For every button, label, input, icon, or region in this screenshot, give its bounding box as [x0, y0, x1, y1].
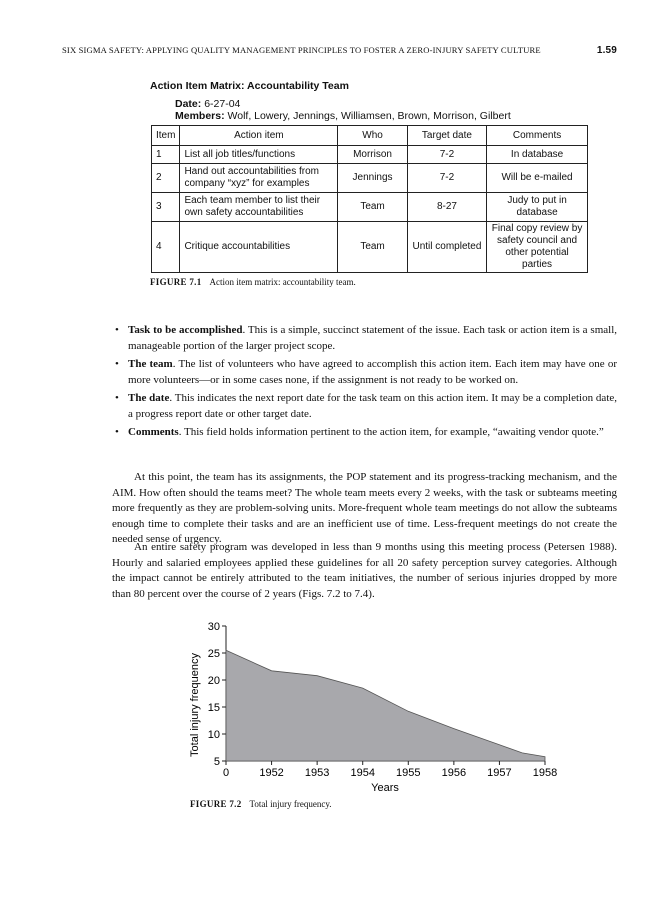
- cell-who: Morrison: [338, 146, 407, 164]
- y-tick-label: 25: [207, 648, 220, 660]
- cell-target: 7-2: [407, 164, 486, 193]
- aim-title: Action Item Matrix: Accountability Team: [150, 80, 349, 92]
- y-axis-label: Total injury frequency: [189, 653, 201, 757]
- aim-date: [175, 98, 240, 110]
- total-injury-frequency-chart: [180, 618, 570, 798]
- table-row: [152, 164, 588, 193]
- y-tick-label: 15: [207, 702, 220, 714]
- figure-7-1-caption: [150, 277, 356, 287]
- bullet-text: . This is a simple, succinct statement of the issue. Each task or action item is a small, manageable portion of the larger project scope.: [128, 324, 617, 352]
- y-tick-label: 30: [207, 621, 220, 633]
- cell-who: Team: [338, 193, 407, 222]
- list-item: [112, 357, 617, 388]
- table-row: [152, 222, 588, 273]
- x-tick-label: 1954: [350, 767, 375, 779]
- bullet-term: The team: [128, 358, 173, 370]
- figure-7-2-caption: [190, 799, 332, 809]
- header-target-date: Target date: [407, 126, 486, 146]
- cell-comments: Will be e-mailed: [487, 164, 588, 193]
- aim-date-value: 6-27-04: [204, 98, 241, 110]
- running-head: [62, 45, 617, 56]
- y-tick-label: 5: [213, 756, 220, 768]
- cell-target: Until completed: [407, 222, 486, 273]
- bullet-text: . The list of volunteers who have agreed to accomplish this action item. Each item may have one or more volunteers—or in some cases none, if the assignment is not ready to be worked on.: [128, 358, 617, 386]
- body-paragraph-2: An entire safety program was developed in less than 9 months using this meeting process (Petersen 1988). Hourly and salaried employees applied these guidelines for all 20 safety perception survey categories. Although the impact cannot be entirely attributed to the team initiatives, the number of serious injuries dropped by more than 80 percent over the course of 2 years (Figs. 7.2 to 7.4).: [112, 541, 617, 600]
- aim-date-label: Date:: [175, 98, 202, 110]
- cell-item: 3: [152, 193, 180, 222]
- table-header-row: [152, 126, 588, 146]
- header-item: Item: [152, 126, 180, 146]
- cell-who: Team: [338, 222, 407, 273]
- bullet-text: . This indicates the next report date for the task team on this action item. It may be a completion date, a progress report date or other target date.: [128, 392, 618, 420]
- body-paragraph-1: At this point, the team has its assignments, the POP statement and its progress-tracking mechanism, and the AIM. How often should the teams meet? The whole team meets every 2 weeks, with the task or subteams meeting more frequently as they are problem-solving units. More-frequent whole team meetings do not allow the subteams enough time to complete their tasks and are an inefficient use of time. Less-frequent meetings do not create the needed sense of urgency.: [112, 471, 617, 545]
- cell-comments: In database: [487, 146, 588, 164]
- x-axis-label: Years: [371, 782, 399, 794]
- figure-7-2-text: Total injury frequency.: [249, 799, 332, 809]
- cell-target: 8-27: [407, 193, 486, 222]
- x-tick-label: 0: [222, 767, 230, 779]
- table-row: [152, 146, 588, 164]
- x-tick-label: 1958: [532, 767, 558, 779]
- list-item: [112, 323, 617, 354]
- list-item: [112, 425, 617, 441]
- x-tick-label: 1953: [304, 767, 330, 779]
- x-tick-label: 1957: [487, 767, 512, 779]
- figure-7-1-text: Action item matrix: accountability team.: [209, 277, 356, 287]
- cell-item: 1: [152, 146, 180, 164]
- cell-action: Hand out accountabilities from company “xyz” for examples: [180, 164, 338, 193]
- cell-comments: Judy to put in database: [487, 193, 588, 222]
- list-item: [112, 391, 617, 422]
- figure-7-2-label: FIGURE 7.2: [190, 799, 242, 809]
- bullet-term: Task to be accomplished: [128, 324, 243, 336]
- cell-action: Critique accountabilities: [180, 222, 338, 273]
- aim-members: [175, 110, 511, 122]
- header-who: Who: [338, 126, 407, 146]
- figure-7-1-label: FIGURE 7.1: [150, 277, 202, 287]
- x-tick-label: 1952: [259, 767, 284, 779]
- cell-who: Jennings: [338, 164, 407, 193]
- cell-item: 2: [152, 164, 180, 193]
- bullet-text: . This field holds information pertinent to the action item, for example, “awaiting vendor quote.”: [178, 426, 604, 438]
- cell-item: 4: [152, 222, 180, 273]
- bullet-term: Comments: [128, 426, 179, 438]
- cell-action: Each team member to list their own safety accountabilities: [180, 193, 338, 222]
- aim-members-label: Members:: [175, 110, 225, 122]
- cell-target: 7-2: [407, 146, 486, 164]
- header-action-item: Action item: [180, 126, 338, 146]
- cell-comments: Final copy review by safety council and other potential parties: [487, 222, 588, 273]
- y-tick-label: 10: [207, 729, 220, 741]
- table-row: [152, 193, 588, 222]
- x-tick-label: 1956: [441, 767, 467, 779]
- y-tick-label: 20: [207, 675, 220, 687]
- aim-members-value: Wolf, Lowery, Jennings, Williamsen, Brown, Morrison, Gilbert: [227, 110, 511, 122]
- bullet-term: The date: [128, 392, 170, 404]
- x-tick-label: 1955: [396, 767, 421, 779]
- page-number: 1.59: [596, 45, 617, 56]
- definition-list: [112, 323, 617, 444]
- cell-action: List all job titles/functions: [180, 146, 338, 164]
- running-head-title: SIX SIGMA SAFETY: APPLYING QUALITY MANAGEMENT PRINCIPLES TO FOSTER A ZERO-INJURY SAFETY CULTURE: [62, 45, 541, 55]
- header-comments: Comments: [487, 126, 588, 146]
- action-item-matrix-table: [151, 125, 588, 273]
- injury-frequency-area: [226, 650, 545, 761]
